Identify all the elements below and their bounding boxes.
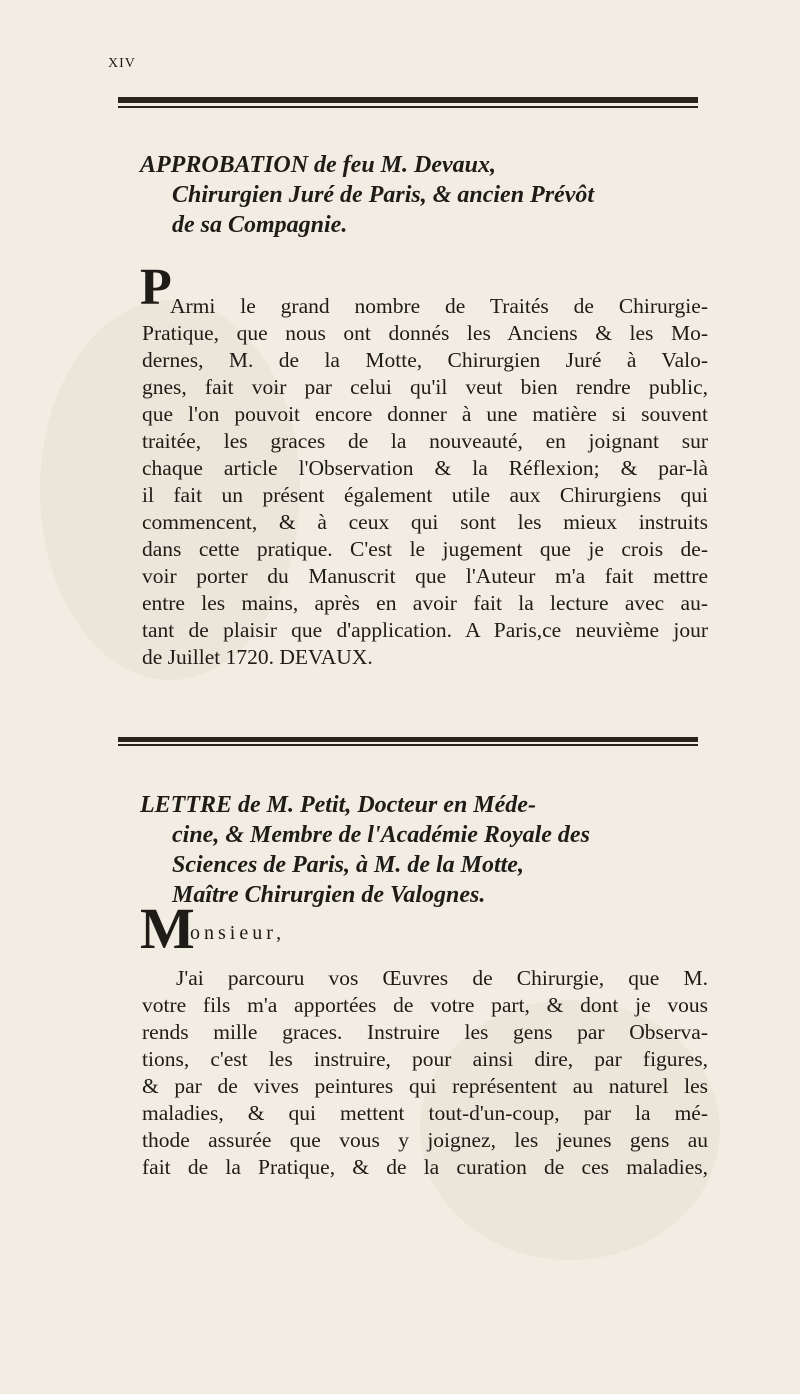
section-rule-thin — [118, 744, 698, 746]
heading-line: de sa Compagnie. — [172, 212, 348, 238]
text-line: votre fils m'a apportées de votre part, & dont je vous — [142, 993, 708, 1017]
lettre-heading — [140, 790, 708, 910]
page-number: xiv — [108, 50, 136, 72]
text-line: chaque article l'Observation & la Réflexion; & par-là — [142, 456, 708, 480]
text-line: tant de plaisir que d'application. A Paris,ce neuvième jour — [142, 618, 708, 642]
text-line: entre les mains, après en avoir fait la lecture avec au- — [142, 591, 708, 615]
text-line: Armi le grand nombre de Traités de Chirurgie- — [170, 294, 708, 318]
text-line: thode assurée que vous y joignez, les jeunes gens au — [142, 1128, 708, 1152]
approbation-text — [142, 293, 708, 671]
text-line: fait de la Pratique, & de la curation de ces maladies, — [142, 1155, 708, 1179]
text-line: traitée, les graces de la nouveauté, en joignant sur — [142, 429, 708, 453]
heading-line: LETTRE de M. Petit, Docteur en Méde- — [140, 792, 536, 818]
text-line: commencent, & à ceux qui sont les mieux instruits — [142, 510, 708, 534]
text-line: rends mille graces. Instruire les gens par Observa- — [142, 1020, 708, 1044]
text-line: que l'on pouvoit encore donner à une matière si souvent — [142, 402, 708, 426]
text-line: Pratique, que nous ont donnés les Anciens & les Mo- — [142, 321, 708, 345]
top-rule-thin — [118, 106, 698, 108]
top-rule — [118, 97, 698, 103]
heading-line: cine, & Membre de l'Académie Royale des — [172, 822, 590, 848]
salutation: onsieur, — [190, 922, 286, 944]
text-line: voir porter du Manuscrit que l'Auteur m'a fait mettre — [142, 564, 708, 588]
text-line: dans cette pratique. C'est le jugement que je crois de- — [142, 537, 708, 561]
heading-line: Chirurgien Juré de Paris, & ancien Prévôt — [172, 182, 595, 208]
drop-cap: P — [140, 259, 172, 316]
drop-cap: M — [140, 896, 195, 961]
heading-line: Maître Chirurgien de Valognes. — [172, 882, 486, 908]
heading-line: APPROBATION de feu M. Devaux, — [140, 152, 496, 178]
text-line: dernes, M. de la Motte, Chirurgien Juré à Valo- — [142, 348, 708, 372]
section-rule — [118, 737, 698, 742]
text-line: maladies, & qui mettent tout-d'un-coup, par la mé- — [142, 1101, 708, 1125]
text-line: gnes, fait voir par celui qu'il veut bien rendre public, — [142, 375, 708, 399]
heading-line: Sciences de Paris, à M. de la Motte, — [172, 852, 524, 878]
lettre-text — [142, 965, 708, 1181]
text-line: de Juillet 1720. DEVAUX. — [142, 645, 373, 669]
text-line: tions, c'est les instruire, pour ainsi dire, par figures, — [142, 1047, 708, 1071]
text-line: & par de vives peintures qui représentent au naturel les — [142, 1074, 708, 1098]
text-line: il fait un présent également utile aux Chirurgiens qui — [142, 483, 708, 507]
approbation-heading — [140, 150, 708, 240]
text-line: J'ai parcouru vos Œuvres de Chirurgie, que M. — [176, 966, 708, 990]
